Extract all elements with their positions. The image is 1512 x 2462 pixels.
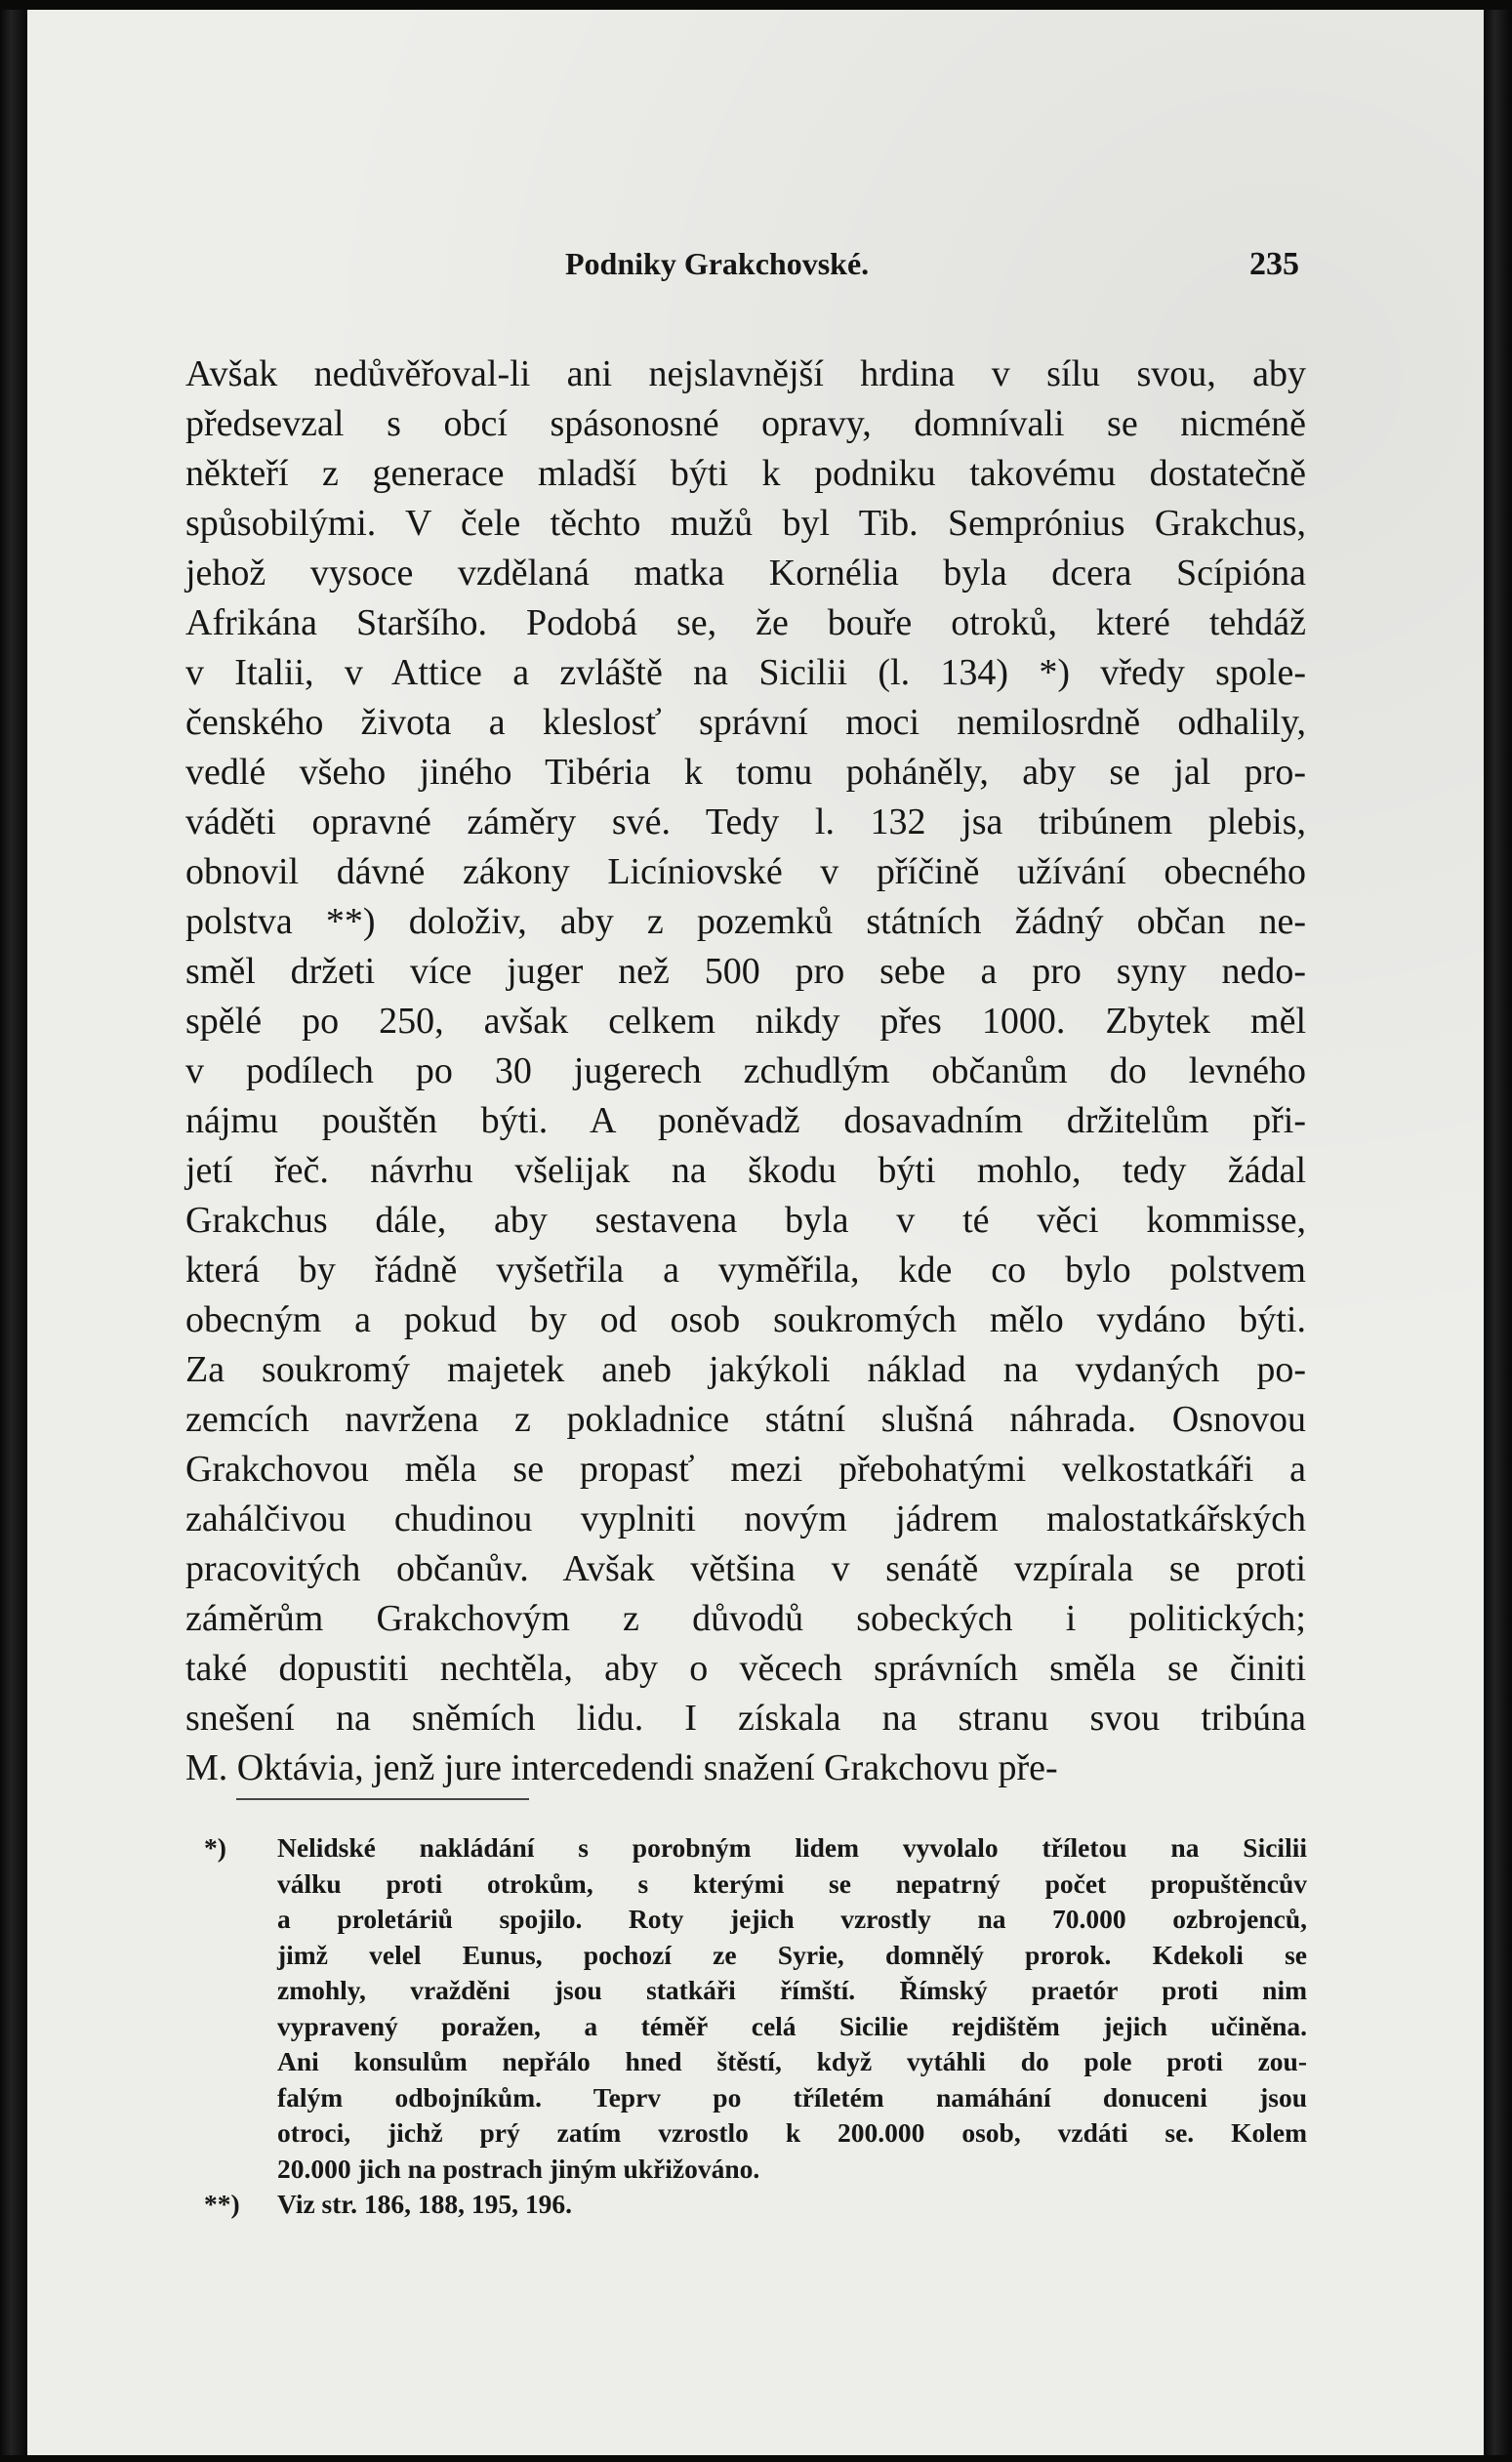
text-line: Afrikána Staršího. Podobá se, že bouře otroků, které tehdáž	[185, 602, 1306, 643]
page-number: 235	[1249, 246, 1299, 282]
footnote-separator	[236, 1798, 529, 1800]
text-line: čenského života a kleslosť správní moci nemilosrdně odhalily,	[185, 702, 1306, 743]
page-right-edge	[1484, 10, 1511, 2455]
footnote-line	[204, 1867, 1307, 1903]
footnote-line	[204, 2044, 1307, 2080]
footnote-line	[204, 2115, 1307, 2152]
text-line: v podílech po 30 jugerech zchudlým občanům do levného	[185, 1050, 1306, 1091]
text-line: vedlé všeho jiného Tibéria k tomu poháněly, aby se jal pro-	[185, 752, 1306, 793]
text-line: Avšak nedůvěřoval-li ani nejslavnější hrdina v sílu svou, aby	[185, 353, 1306, 394]
footnote-marker: *)	[204, 1832, 226, 1863]
main-text	[185, 349, 1306, 1793]
footnote-text: Viz str. 186, 188, 195, 196.	[277, 2189, 572, 2219]
text-line: Grakchovou měla se propasť mezi přebohatými velkostatkáři a	[185, 1449, 1306, 1490]
page-left-edge	[0, 10, 27, 2455]
footnote-line	[204, 2152, 1307, 2188]
footnotes	[204, 1830, 1307, 2223]
text-line: pracovitých občanův. Avšak většina v senátě vzpírala se proti	[185, 1548, 1306, 1589]
text-line: Grakchus dále, aby sestavena byla v té věci kommisse,	[185, 1200, 1306, 1241]
text-line: také dopustiti nechtěla, aby o věcech správních směla se činiti	[185, 1648, 1306, 1689]
text-line: která by řádně vyšetřila a vyměřila, kde co bylo polstvem	[185, 1250, 1306, 1291]
footnote-line	[204, 1973, 1307, 2009]
footnote-line	[204, 2009, 1307, 2045]
text-line: polstva **) doloživ, aby z pozemků státních žádný občan ne-	[185, 901, 1306, 942]
footnote-line	[204, 1902, 1307, 1938]
footnote-text: Ani konsulům nepřálo hned štěstí, když vytáhli do pole proti zou-	[277, 2046, 1307, 2076]
running-title: Podniky Grakchovské.	[565, 246, 870, 281]
text-line: zemcích navržena z pokladnice státní slušná náhrada. Osnovou	[185, 1399, 1306, 1440]
text-line: nájmu pouštěn býti. A poněvadž dosavadním držitelům při-	[185, 1100, 1306, 1141]
text-line: v Italii, v Attice a zvláště na Sicilii (l. 134) *) vředy spole-	[185, 652, 1306, 693]
text-line: předsevzal s obcí spásonosné opravy, domnívali se nicméně	[185, 403, 1306, 444]
footnote-line	[204, 2080, 1307, 2116]
running-header	[14, 246, 1497, 291]
footnote-text: otroci, jichž prý zatím vzrostlo k 200.000 osob, vzdáti se. Kolem	[277, 2117, 1307, 2148]
text-line: Za soukromý majetek aneb jakýkoli náklad na vydaných po-	[185, 1349, 1306, 1390]
text-line: jehož vysoce vzdělaná matka Kornélia byla dcera Scípióna	[185, 553, 1306, 594]
text-line: spělé po 250, avšak celkem nikdy přes 1000. Zbytek měl	[185, 1001, 1306, 1042]
text-line: M. Oktávia, jenž jure intercedendi snažení Grakchovu pře-	[185, 1747, 1058, 1788]
text-line: snešení na sněmích lidu. I získala na stranu svou tribúna	[185, 1698, 1306, 1739]
text-line: jetí řeč. návrhu všelijak na škodu býti mohlo, tedy žádal	[185, 1150, 1306, 1191]
text-line: obnovil dávné zákony Licíniovské v příčině užívání obecného	[185, 851, 1306, 892]
footnote-line	[204, 2187, 1307, 2223]
text-line: směl držeti více juger než 500 pro sebe a pro syny nedo-	[185, 951, 1306, 992]
text-line: někteří z generace mladší býti k podniku takovému dostatečně	[185, 453, 1306, 494]
footnote-text: jimž velel Eunus, pochozí ze Syrie, domnělý prorok. Kdekoli se	[277, 1939, 1307, 1970]
footnote-text: Nelidské nakládání s porobným lidem vyvolalo tříletou na Sicilii	[277, 1832, 1307, 1863]
text-line: spůsobilými. V čele těchto mužů byl Tib. Semprónius Grakchus,	[185, 503, 1306, 544]
footnote-marker: **)	[204, 2189, 240, 2219]
footnote-line	[204, 1830, 1307, 1867]
footnote-text: zmohly, vražděni jsou statkáři římští. Římský praetór proti nim	[277, 1975, 1307, 2005]
footnote-line	[204, 1938, 1307, 1974]
text-line: obecným a pokud by od osob soukromých mělo vydáno býti.	[185, 1299, 1306, 1340]
footnote-text: válku proti otrokům, s kterými se nepatrný počet propuštěncův	[277, 1867, 1307, 1899]
text-line: zahálčivou chudinou vyplniti novým jádrem malostatkářských	[185, 1498, 1306, 1539]
footnote-text: a proletáriů spojilo. Roty jejich vzrostly na 70.000 ozbrojenců,	[277, 1904, 1307, 1934]
book-page	[14, 10, 1497, 2455]
footnote-text: vypravený poražen, a téměř celá Sicilie rejdištěm jejich učiněna.	[277, 2010, 1307, 2041]
text-line: váděti opravné záměry své. Tedy l. 132 jsa tribúnem plebis,	[185, 801, 1306, 842]
text-line: záměrům Grakchovým z důvodů sobeckých i politických;	[185, 1598, 1306, 1639]
footnote-text: 20.000 jich na postrach jiným ukřižováno.	[277, 2153, 760, 2184]
footnote-text: falým odbojníkům. Teprv po tříletém namáhání donuceni jsou	[277, 2081, 1307, 2113]
